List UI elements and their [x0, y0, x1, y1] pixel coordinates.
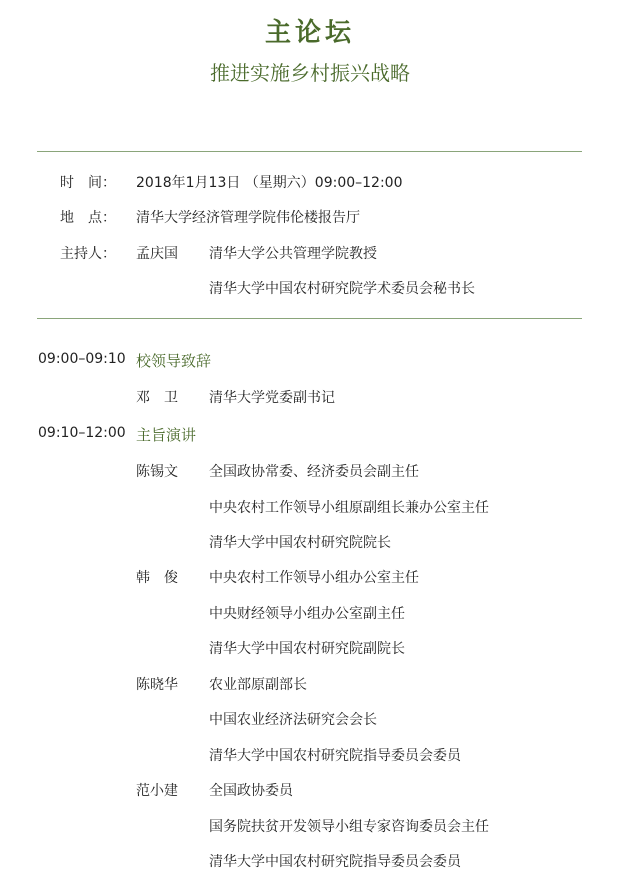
session-title: 校领导致辞 [136, 352, 212, 370]
place-value: 清华大学经济管理学院伟伦楼报告厅 [136, 210, 360, 226]
divider-middle [37, 318, 582, 319]
speaker-title: 全国政协常委、经济委员会副主任 [209, 464, 419, 480]
speaker-name: 陈锡文 [136, 464, 178, 480]
speaker-title: 清华大学中国农村研究院指导委员会委员 [209, 854, 461, 870]
session-time: 09:00–09:10 [38, 351, 126, 367]
speaker-name: 邓 卫 [136, 390, 178, 406]
time-value: 2018年1月13日 （星期六）09:00–12:00 [136, 175, 403, 191]
host-title: 清华大学公共管理学院教授 [209, 246, 377, 262]
speaker-title: 清华大学党委副书记 [209, 390, 335, 406]
speaker-title: 清华大学中国农村研究院指导委员会委员 [209, 748, 461, 764]
speaker-name: 陈晓华 [136, 677, 178, 693]
speaker-title: 国务院扶贫开发领导小组专家咨询委员会主任 [209, 819, 489, 835]
speaker-title: 中央农村工作领导小组办公室主任 [209, 570, 419, 586]
speaker-title: 中国农业经济法研究会会长 [209, 712, 377, 728]
place-label: 地 点： [60, 210, 116, 226]
divider-top [37, 151, 582, 152]
page-title: 主论坛 [264, 18, 355, 48]
host-name: 孟庆国 [136, 246, 178, 262]
host-title: 清华大学中国农村研究院学术委员会秘书长 [209, 281, 475, 297]
speaker-title: 全国政协委员 [209, 783, 293, 799]
speaker-title: 中央农村工作领导小组原副组长兼办公室主任 [209, 500, 489, 516]
time-label: 时 间： [60, 175, 116, 191]
speaker-name: 范小建 [136, 783, 178, 799]
session-time: 09:10–12:00 [38, 425, 126, 441]
speaker-title: 清华大学中国农村研究院副院长 [209, 641, 405, 657]
speaker-title: 农业部原副部长 [209, 677, 307, 693]
speaker-title: 清华大学中国农村研究院院长 [209, 535, 391, 551]
speaker-name: 韩 俊 [136, 570, 178, 586]
host-label: 主持人： [60, 246, 116, 262]
speaker-title: 中央财经领导小组办公室副主任 [209, 606, 405, 622]
page-subtitle: 推进实施乡村振兴战略 [210, 61, 410, 85]
session-title: 主旨演讲 [136, 426, 197, 444]
